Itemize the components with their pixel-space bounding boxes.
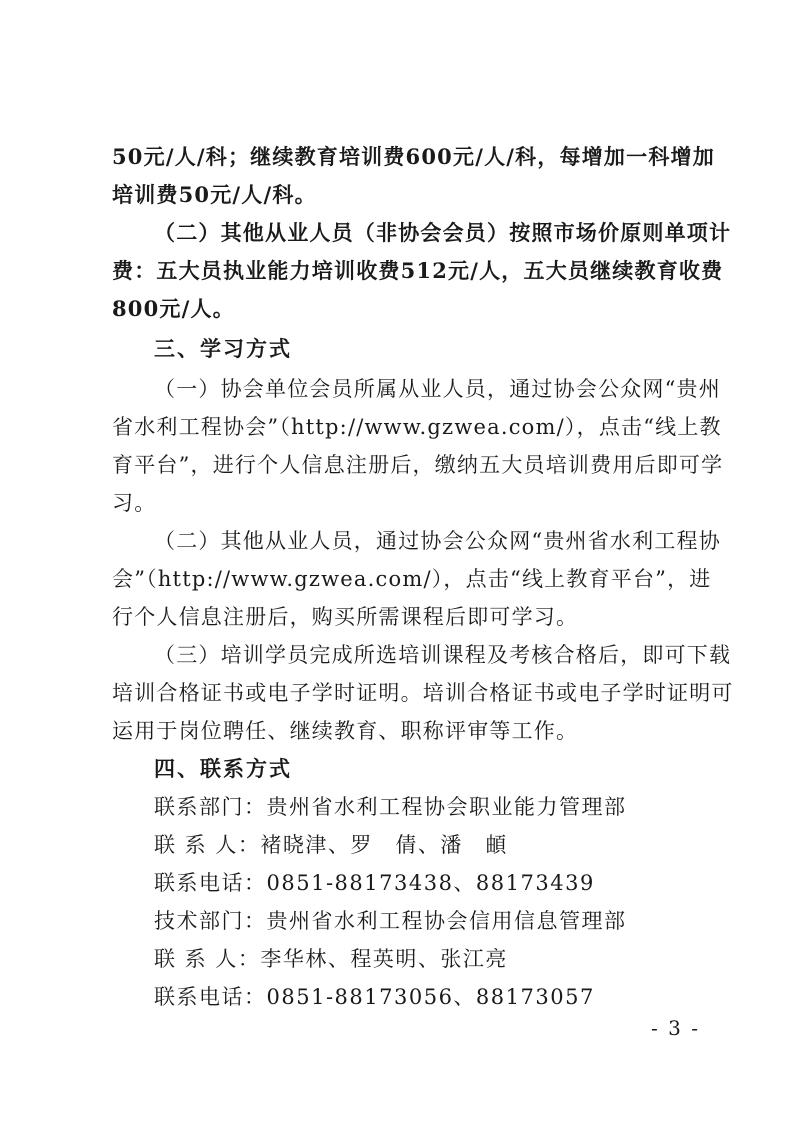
study-item-2-line-3: 行个人信息注册后，购买所需课程后即可学习。 bbox=[112, 605, 579, 629]
study-item-2-line-2: 会”（http://www.gzwea.com/），点击“线上教育平台”，进 bbox=[112, 567, 712, 591]
fee-line-1: 50元/人/科；继续教育培训费600元/人/科，每增加一科增加 bbox=[112, 144, 715, 169]
study-item-1-line-3: 育平台”，进行个人信息注册后，缴纳五大员培训费用后即可学 bbox=[112, 453, 724, 477]
study-item-1-line-4: 习。 bbox=[112, 491, 157, 515]
page-number: - 3 - bbox=[651, 1016, 700, 1040]
other-staff-fee-line-1: （二）其他从业人员（非协会会员）按照市场价原则单项计 bbox=[154, 220, 732, 245]
other-staff-fee-line-2: 费：五大员执业能力培训收费512元/人，五大员继续教育收费 bbox=[112, 258, 724, 283]
study-item-1-line-2: 省水利工程协会”（http://www.gzwea.com/），点击“线上教 bbox=[112, 415, 722, 439]
study-item-1-line-1: （一）协会单位会员所属从业人员，通过协会公众网“贵州 bbox=[154, 377, 721, 401]
contact-person-1: 联 系 人：褚晓津、罗 倩、潘 頔 bbox=[154, 833, 508, 857]
study-item-3-line-2: 培训合格证书或电子学时证明。培训合格证书或电子学时证明可 bbox=[112, 681, 734, 705]
section-heading-study-method: 三、学习方式 bbox=[154, 336, 292, 361]
contact-phone-1: 联系电话：0851-88173438、88173439 bbox=[154, 871, 595, 895]
other-staff-fee-line-3: 800元/人。 bbox=[112, 296, 235, 321]
contact-phone-2: 联系电话：0851-88173056、88173057 bbox=[154, 985, 595, 1009]
study-item-3-line-1: （三）培训学员完成所选培训课程及考核合格后，即可下载 bbox=[154, 643, 732, 667]
fee-line-2: 培训费50元/人/科。 bbox=[112, 182, 317, 207]
contact-person-2: 联 系 人：李华林、程英明、张江亮 bbox=[154, 947, 508, 971]
contact-department-2: 技术部门：贵州省水利工程协会信用信息管理部 bbox=[154, 909, 627, 933]
section-heading-contact: 四、联系方式 bbox=[154, 756, 292, 781]
contact-department-1: 联系部门：贵州省水利工程协会职业能力管理部 bbox=[154, 795, 627, 819]
study-item-2-line-1: （二）其他从业人员，通过协会公众网“贵州省水利工程协 bbox=[154, 529, 721, 553]
study-item-3-line-3: 运用于岗位聘任、继续教育、职称评审等工作。 bbox=[112, 719, 579, 743]
